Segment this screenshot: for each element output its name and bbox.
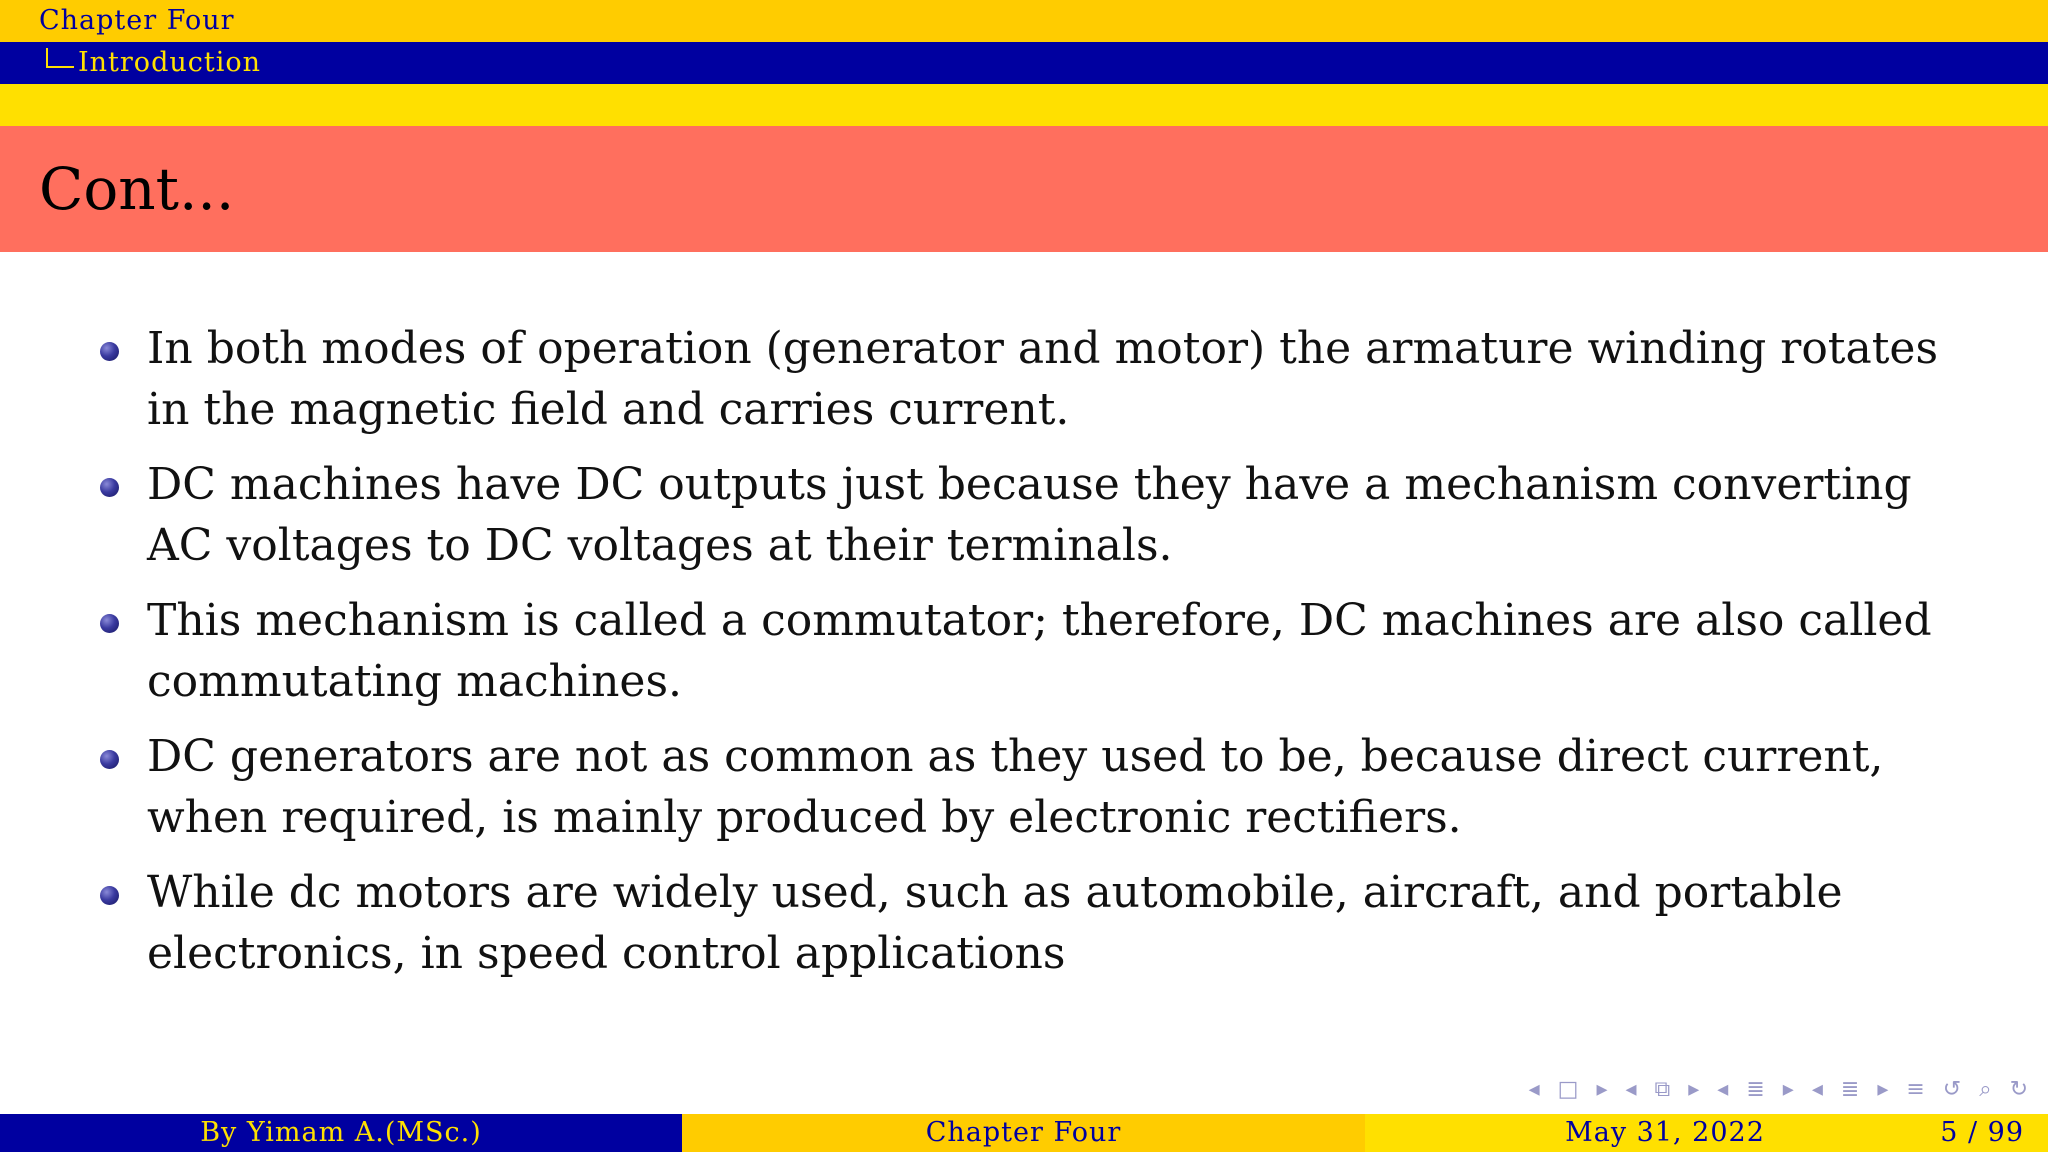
frame-icon[interactable]: ⧉ <box>1654 1076 1671 1102</box>
list-item <box>100 454 1980 576</box>
navigation-symbols <box>1529 1074 2028 1104</box>
frame-title-band <box>0 126 2048 252</box>
list-item <box>100 318 1980 440</box>
toc-icon[interactable]: ≡ <box>1906 1076 1925 1102</box>
list-item-text: While dc motors are widely used, such as automobile, aircraft, and portable electronics, in speed control applications <box>147 867 1843 979</box>
slide-icon[interactable]: □ <box>1557 1076 1579 1102</box>
bullet-list <box>100 318 1980 998</box>
next-slide-icon[interactable]: ▸ <box>1596 1076 1608 1102</box>
header-subsection-bar <box>0 42 2048 84</box>
footer-author: By Yimam A.(MSc.) <box>0 1114 682 1152</box>
footer-date-cell <box>1365 1114 2048 1152</box>
header-spacer-bar <box>0 84 2048 126</box>
subsection-icon[interactable]: ≣ <box>1746 1076 1765 1102</box>
list-item <box>100 590 1980 712</box>
prev-section-icon[interactable]: ◂ <box>1811 1076 1823 1102</box>
bullet-ball-icon <box>100 750 119 769</box>
bullet-ball-icon <box>100 886 119 905</box>
forward-icon[interactable]: ↻ <box>2009 1076 2028 1102</box>
header-section-bar <box>0 0 2048 42</box>
next-subsection-icon[interactable]: ▸ <box>1782 1076 1794 1102</box>
prev-subsection-icon[interactable]: ◂ <box>1717 1076 1729 1102</box>
section-icon[interactable]: ≣ <box>1840 1076 1860 1102</box>
list-item-text: In both modes of operation (generator and motor) the armature winding rotates in the magnetic field and carries current. <box>147 323 1939 435</box>
page-number: 5 / 99 <box>1940 1117 2024 1148</box>
prev-slide-icon[interactable]: ◂ <box>1528 1076 1540 1102</box>
search-icon[interactable]: ⌕ <box>1979 1076 1992 1102</box>
list-item-text: DC generators are not as common as they used to be, because direct current, when required, is mainly produced by electronic rectifiers. <box>147 731 1884 843</box>
bullet-ball-icon <box>100 478 119 497</box>
frame-title: Cont... <box>39 155 235 223</box>
next-section-icon[interactable]: ▸ <box>1877 1076 1889 1102</box>
header-subsection[interactable] <box>46 45 261 81</box>
list-item <box>100 862 1980 984</box>
list-item-text: This mechanism is called a commutator; therefore, DC machines are also called commutating machines. <box>147 595 1932 707</box>
header-section-title[interactable]: Chapter Four <box>39 5 235 36</box>
prev-frame-icon[interactable]: ◂ <box>1625 1076 1637 1102</box>
list-item <box>100 726 1980 848</box>
header-subsection-title: Introduction <box>78 47 261 78</box>
next-frame-icon[interactable]: ▸ <box>1688 1076 1700 1102</box>
list-item-text: DC machines have DC outputs just because they have a mechanism converting AC voltages to DC voltages at their terminals. <box>147 459 1912 571</box>
back-icon[interactable]: ↺ <box>1942 1076 1962 1102</box>
footer-short-title: Chapter Four <box>682 1114 1365 1152</box>
bullet-ball-icon <box>100 614 119 633</box>
tree-branch-icon <box>46 48 74 68</box>
footer-date: May 31, 2022 <box>1565 1117 1765 1148</box>
bullet-ball-icon <box>100 342 119 361</box>
footer <box>0 1114 2048 1152</box>
